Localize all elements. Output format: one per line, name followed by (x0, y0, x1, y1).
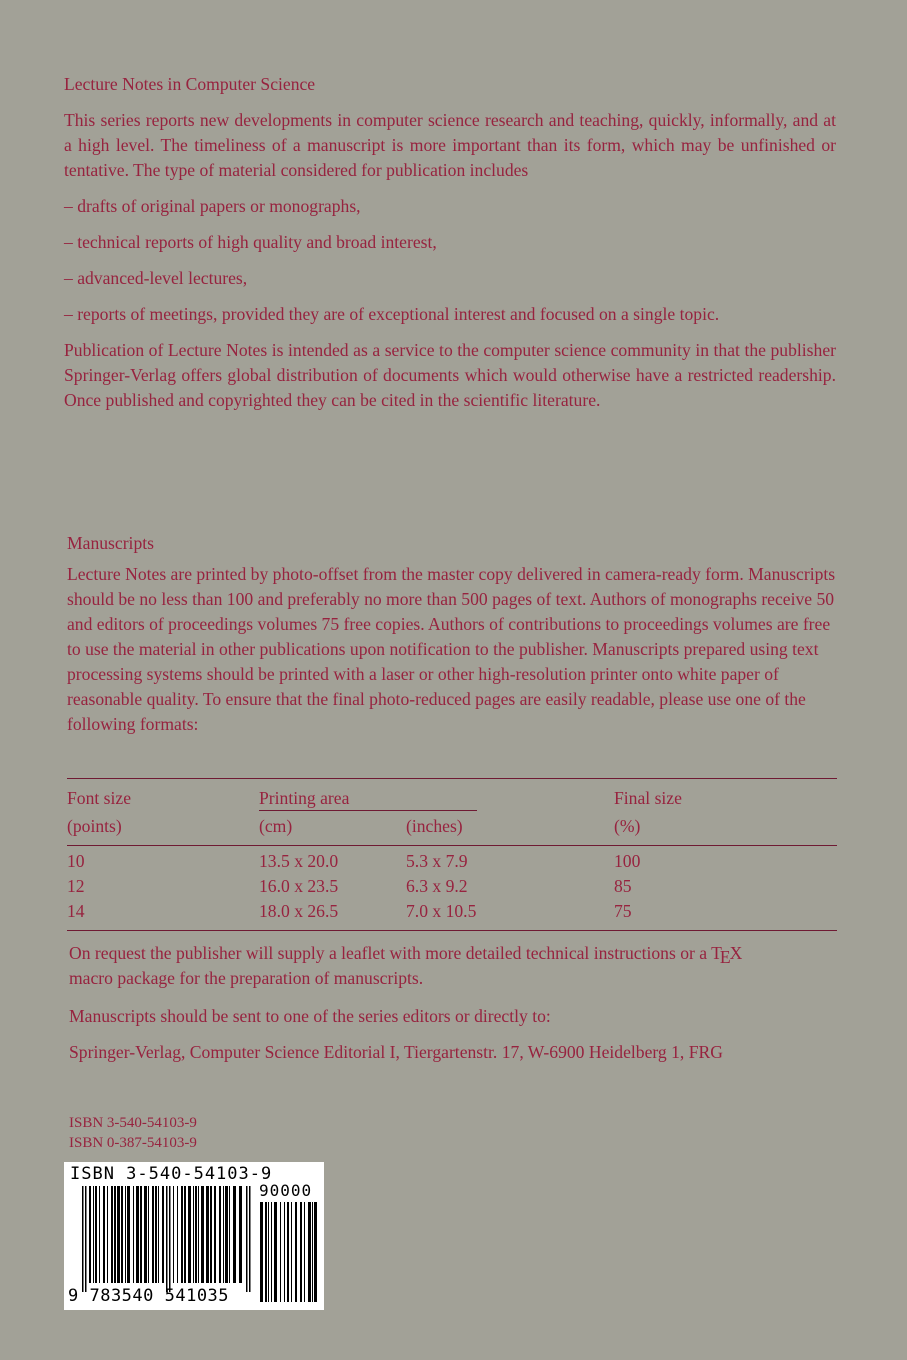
header-final-size: Final size (614, 788, 682, 808)
barcode-bar (210, 1186, 212, 1283)
barcode-isbn-text: ISBN 3-540-54103-9 (70, 1164, 273, 1184)
barcode-bar (114, 1186, 116, 1283)
barcode-bar (284, 1202, 285, 1302)
barcode-number: 9 783540 541035 (68, 1286, 230, 1306)
manuscripts-body: Lecture Notes are printed by photo-offset from the master copy delivered in camera-ready form. Manuscripts should be no less than 100 and preferably no more than 500 pages of text. Authors of monographs receive 50 and editors of proceedings volumes 75 free copies. Authors of contributions to proceedings volumes are free to use the material in other publications upon notification to the publisher. Manuscripts prepared using text processing systems should be printed with a laser or other high-resolution printer onto white paper of reasonable quality. To ensure that the final photo-reduced pages are easily readable, please use one of the following formats: (67, 564, 836, 734)
barcode-bar (184, 1186, 186, 1283)
publication-paragraph: Publication of Lecture Notes is intended as a service to the computer science community in that the publisher Springer-Verlag offers global distribution of documents which would otherwise have a restricted readership. Once published and copyrighted they can be cited in the scientific literature. (64, 340, 836, 410)
barcode-bar (300, 1202, 302, 1302)
barcode-bar (136, 1186, 139, 1283)
barcode-bar (127, 1186, 130, 1283)
table-cell-final: 100 (614, 851, 641, 871)
series-description (64, 72, 836, 413)
table-bottom-rule (67, 930, 837, 931)
barcode-bar (173, 1186, 174, 1283)
barcode-bar (140, 1186, 142, 1283)
tex-logo-e: E (719, 947, 731, 967)
barcode-bar (166, 1186, 168, 1292)
barcode-bar (152, 1186, 154, 1283)
isbn-line-1: ISBN 3-540-54103-9 (69, 1115, 197, 1131)
barcode-bar (214, 1186, 216, 1283)
table-cell-cm: 18.0 x 26.5 (259, 901, 339, 921)
table-cell-inches: 5.3 x 7.9 (406, 851, 468, 871)
barcode-bar (188, 1186, 191, 1283)
barcode-bar (268, 1202, 269, 1302)
barcode-bar (201, 1186, 204, 1283)
barcode-bar (206, 1186, 209, 1283)
send-to-text: Manuscripts should be sent to one of the series editors or directly to: (69, 1006, 551, 1026)
barcode-bar (195, 1186, 197, 1283)
isbn-line-2: ISBN 0-387-54103-9 (69, 1135, 197, 1151)
barcode-bar (177, 1186, 178, 1283)
barcode-bar (144, 1186, 147, 1283)
header-font-size: Font size (67, 788, 132, 808)
barcode-bar (308, 1202, 311, 1302)
barcode-bar (246, 1186, 248, 1292)
header-cm: (cm) (259, 816, 293, 836)
barcode-bar (260, 1202, 263, 1302)
barcode-bar (274, 1202, 277, 1302)
barcode-bar (107, 1186, 108, 1283)
barcode-bar (233, 1186, 236, 1283)
barcode-bar (198, 1186, 199, 1283)
list-item: – advanced-level lectures, (64, 268, 248, 288)
request-text-continued: macro package for the preparation of manuscripts. (69, 968, 424, 988)
barcode-bar (271, 1202, 272, 1302)
barcode-bar (287, 1202, 289, 1302)
barcode-bar (162, 1186, 164, 1283)
barcode (64, 1162, 324, 1310)
barcode-bar (239, 1186, 242, 1283)
header-percent: (%) (614, 816, 641, 836)
barcode-bar (312, 1202, 313, 1302)
isbn-block (69, 1113, 197, 1153)
series-intro: This series reports new developments in computer science research and teaching, quickly, informally, and at a high level. The timeliness of a manuscript is more important than its form, which may be unfinished or tentative. The type of material considered for publication includes (64, 110, 836, 180)
barcode-bar (291, 1202, 292, 1302)
barcode-bar (117, 1186, 120, 1283)
header-inches: (inches) (406, 816, 463, 836)
barcode-bar (219, 1186, 221, 1283)
table-cell-cm: 16.0 x 23.5 (259, 876, 339, 896)
barcode-bar (121, 1186, 123, 1283)
barcode-bar (265, 1202, 267, 1302)
barcode-bar (223, 1186, 224, 1283)
series-heading: Lecture Notes in Computer Science (64, 74, 316, 94)
barcode-bar (125, 1186, 126, 1283)
table-header-rule (67, 845, 837, 846)
barcode-bar (93, 1186, 94, 1283)
barcode-bar (193, 1186, 194, 1283)
header-points: (points) (67, 816, 122, 836)
table-cell-inches: 7.0 x 10.5 (406, 901, 477, 921)
barcode-bar (133, 1186, 134, 1283)
table-top-rule (67, 778, 837, 779)
barcode-bar (181, 1186, 183, 1283)
list-item: – reports of meetings, provided they are of exceptional interest and focused on a single topic. (64, 304, 720, 324)
table-cell-inches: 6.3 x 9.2 (406, 876, 468, 896)
barcode-bar (95, 1186, 97, 1283)
barcode-bar (314, 1202, 317, 1302)
barcode-bar (85, 1186, 87, 1292)
publisher-address: Springer-Verlag, Computer Science Editorial I, Tiergartenstr. 17, W-6900 Heidelberg 1, FRG (69, 1042, 723, 1062)
request-text: On request the publisher will supply a leaflet with more detailed technical instructions or a T (69, 943, 722, 963)
barcode-bar (295, 1202, 297, 1302)
printing-area-rule (259, 810, 477, 811)
header-printing-area: Printing area (259, 788, 350, 808)
table-cell-final: 75 (614, 901, 632, 921)
barcode-bar (225, 1186, 228, 1283)
list-item: – technical reports of high quality and broad interest, (64, 232, 437, 252)
barcode-bar (158, 1186, 159, 1283)
barcode-bar (169, 1186, 171, 1292)
list-item: – drafts of original papers or monographs, (64, 196, 361, 216)
barcode-bar (99, 1186, 100, 1283)
table-cell-font: 10 (67, 851, 85, 871)
barcode-bar (82, 1186, 84, 1292)
table-cell-font: 12 (67, 876, 85, 896)
barcode-bar (155, 1186, 157, 1283)
manuscripts-heading: Manuscripts (67, 533, 154, 553)
barcode-bar (111, 1186, 113, 1283)
barcode-bar (103, 1186, 105, 1283)
request-paragraph (69, 941, 837, 991)
table-cell-font: 14 (67, 901, 85, 921)
table-cell-cm: 13.5 x 20.0 (259, 851, 339, 871)
table-cell-final: 85 (614, 876, 632, 896)
barcode-bar (280, 1202, 281, 1302)
manuscripts-section (67, 531, 837, 737)
barcode-bar (89, 1186, 91, 1283)
barcode-bar (148, 1186, 149, 1283)
barcode-addon-number: 90000 (259, 1181, 313, 1200)
tex-logo-x: X (729, 943, 743, 963)
barcode-bar (304, 1202, 305, 1302)
barcode-bar (229, 1186, 230, 1283)
barcode-bar (249, 1186, 251, 1292)
